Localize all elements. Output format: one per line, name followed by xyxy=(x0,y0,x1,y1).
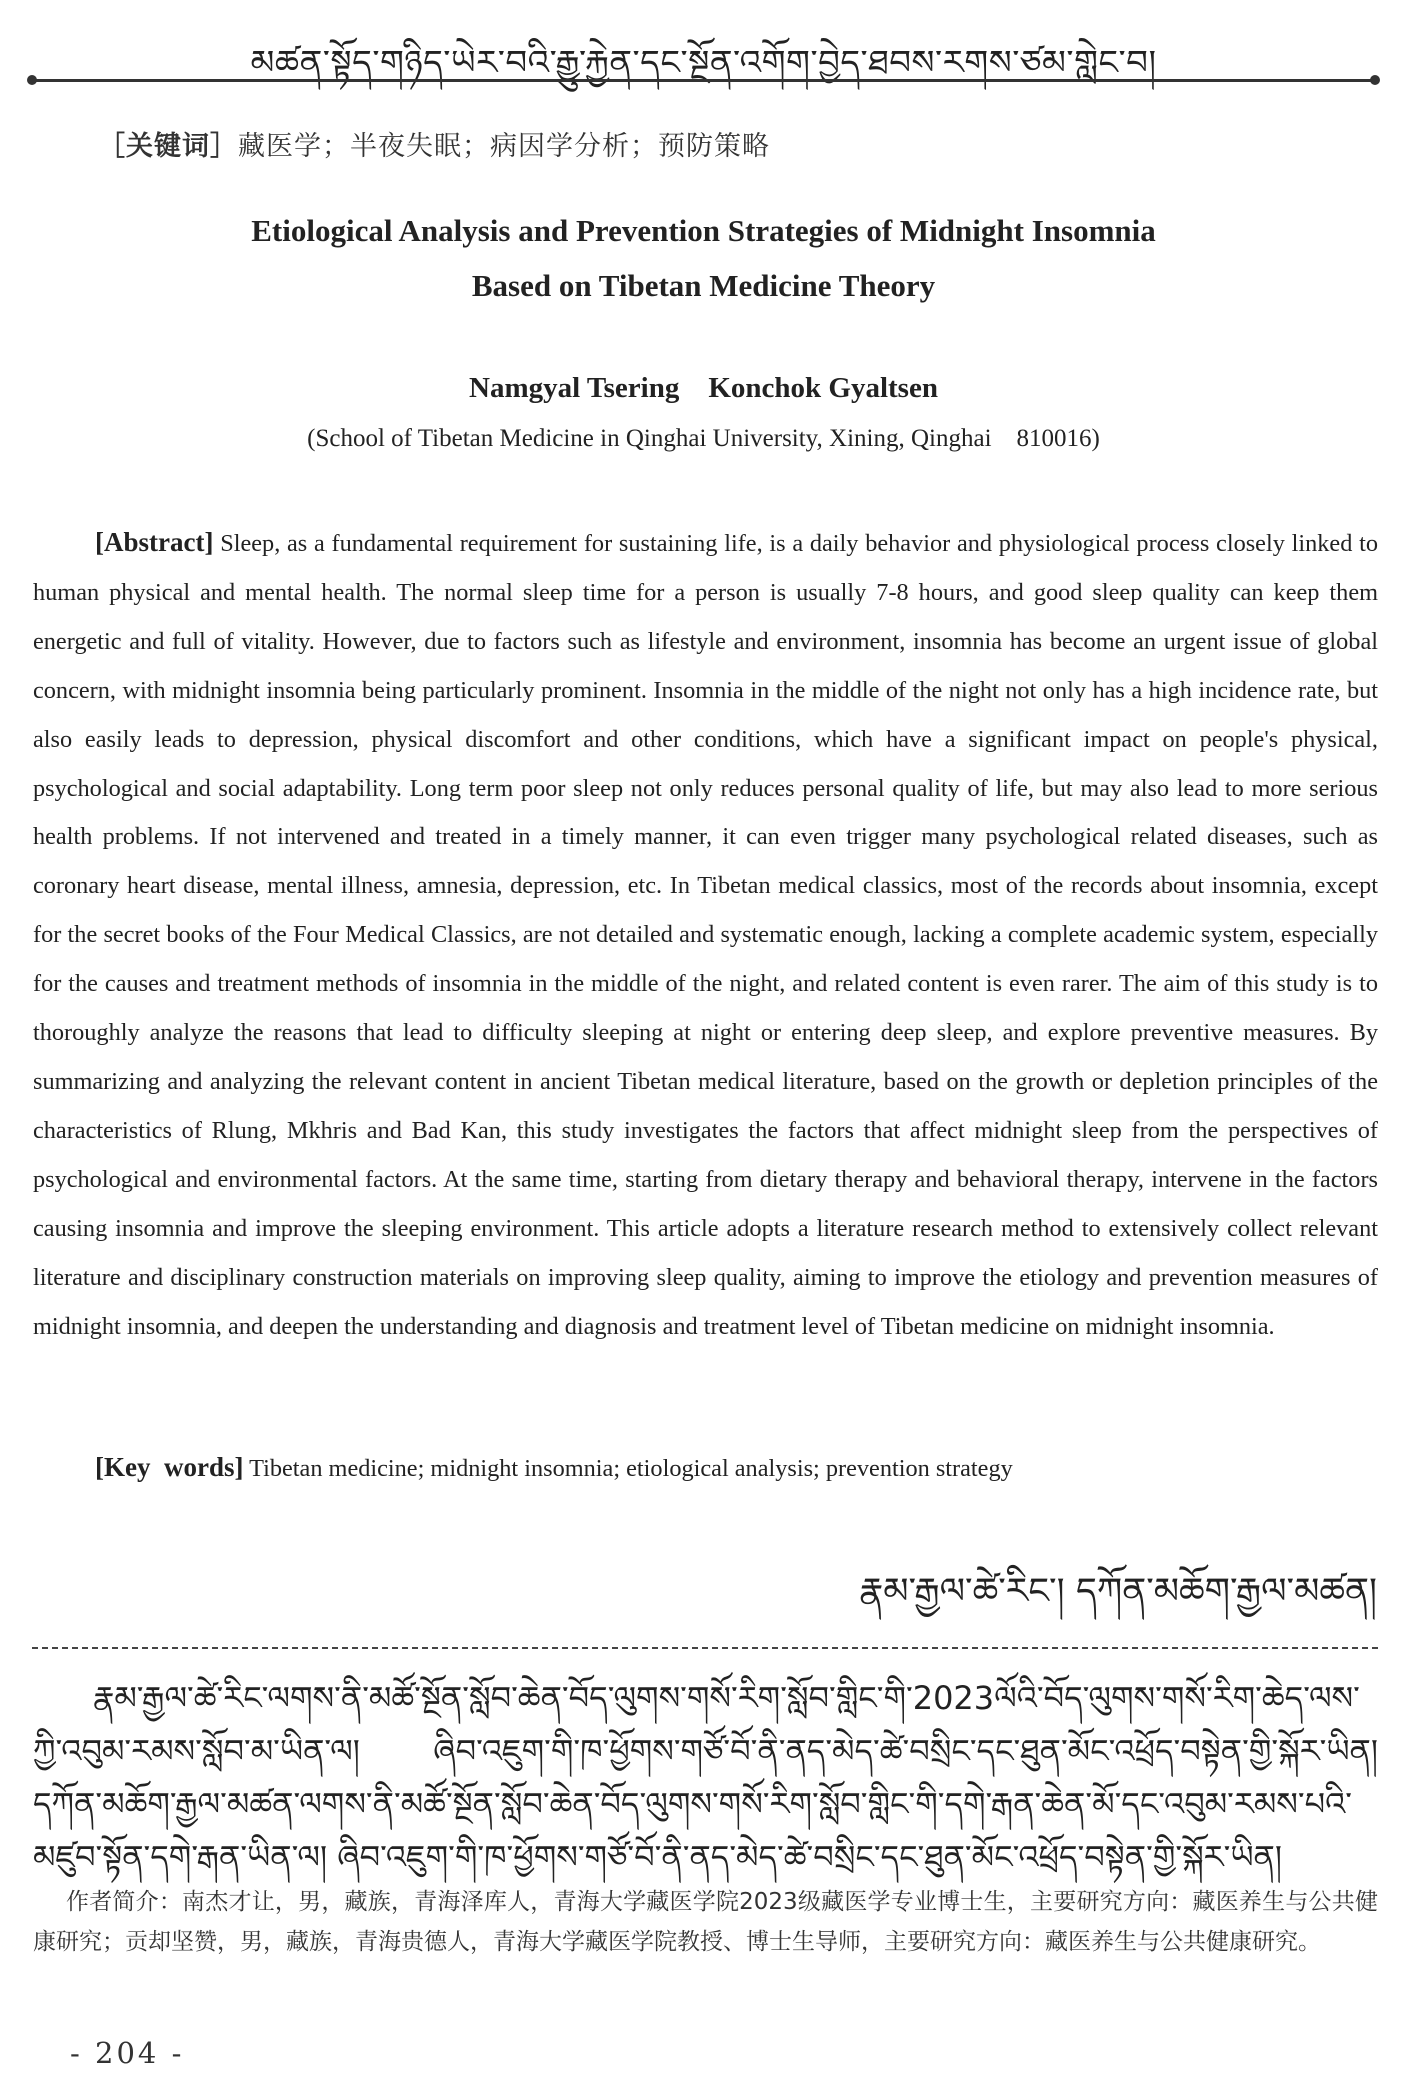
abstract-label: [Abstract] xyxy=(95,527,214,557)
cn-keywords-text: 藏医学；半夜失眠；病因学分析；预防策略 xyxy=(238,131,770,162)
footnote-divider xyxy=(32,1647,1378,1649)
cn-keywords xyxy=(98,124,770,163)
tibetan-author-names: རྣམ་རྒྱལ་ཚེ་རིང་། དཀོན་མཆོག་རྒྱལ་མཚན། xyxy=(859,1571,1377,1612)
title-line-2: Based on Tibetan Medicine Theory xyxy=(471,268,936,303)
running-header: མཚན་སྟོད་གཉིད་ཡེར་བའི་རྒྱུ་རྐྱེན་དང་སྔོན་འགོག་བྱེད་ཐབས་རགས་ཙམ་གླེང་བ། xyxy=(250,43,1157,83)
en-keywords-text: Tibetan medicine; midnight insomnia; etiological analysis; prevention strategy xyxy=(243,1455,1013,1482)
abstract-text: Sleep, as a fundamental requirement for sustaining life, is a daily behavior and physiological process closely linked to human physical and mental health. The normal sleep time for a person is usually 7-8 hours, and good sleep quality can keep them energetic and full of vitality. However, due to factors such as lifestyle and environment, insomnia has become an urgent issue of global concern, with midnight insomnia being particularly prominent. Insomnia in the middle of the night not only has a high incidence rate, but also easily leads to depression, physical discomfort and other conditions, which have a significant impact on people's physical, psychological and social adaptability. Long term poor sleep not only reduces personal quality of life, but may also lead to more serious health problems. If not intervened and treated in a timely manner, it can even trigger many psychological related diseases, such as coronary heart disease, mental illness, amnesia, depression, etc. In Tibetan medical classics, most of the records about insomnia, except for the secret books of the Four Medical Classics, are not detailed and systematic enough, lacking a complete academic system, especially for the causes and treatment methods of insomnia in the middle of the night, and related content is even rarer. The aim of this study is to thoroughly analyze the reasons that lead to difficulty sleeping at night or entering deep sleep, and explore preventive measures. By summarizing and analyzing the relevant content in ancient Tibetan medical literature, based on the growth or depletion principles of the characteristics of Rlung, Mkhris and Bad Kan, this study investigates the factors that affect midnight sleep from the perspectives of psychological and environmental factors. At the same time, starting from dietary therapy and behavioral therapy, intervene in the factors causing insomnia and improve the sleeping environment. This article adopts a literature research method to extensively collect relevant literature and disciplinary construction materials on improving sleep quality, aiming to improve the etiology and prevention measures of midnight insomnia, and deepen the understanding and diagnosis and treatment level of Tibetan medicine on midnight insomnia. xyxy=(33,530,1378,1340)
cn-keywords-label: ［关键词］ xyxy=(98,131,238,162)
cn-author-note xyxy=(33,1882,1378,1962)
authors: Namgyal Tsering Konchok Gyaltsen xyxy=(469,372,938,404)
header-rule xyxy=(32,79,1378,82)
tibetan-author-note xyxy=(33,1672,1378,1884)
abstract xyxy=(33,518,1378,1351)
en-keywords-label: [Key words] xyxy=(95,1452,244,1482)
affiliation: (School of Tibetan Medicine in Qinghai University, Xining, Qinghai 810016) xyxy=(307,425,1100,452)
tibetan-author-note-text: རྣམ་རྒྱལ་ཚེ་རིང་ལགས་ནི་མཚོ་སྔོན་སློབ་ཆེན་བོད་ལུགས་གསོ་རིག་སློབ་གླིང་གི་2023ལོའི་བོད་ལུགས་གསོ་རིག་ཆེད་ལས་ཀྱི་འབུམ་རམས་སློབ་མ་ཡིན་ལ། ཞིབ་འཇུག་གི་ཁ་ཕྱོགས་གཙོ་བོ་ནི་ནད་མེད་ཚེ་བསྲིང་དང་ཐུན་མོང་འཕྲོད་བསྟེན་གྱི་སྐོར་ཡིན། དཀོན་མཆོག་རྒྱལ་མཚན་ལགས་ནི་མཚོ་སྔོན་སློབ་ཆེན་བོད་ལུགས་གསོ་རིག་སློབ་གླིང་གི་དགེ་རྒན་ཆེན་མོ་དང་འབུམ་རམས་པའི་མཛུབ་སྟོན་དགེ་རྒན་ཡིན་ལ། ཞིབ་འཇུག་གི་ཁ་ཕྱོགས་གཙོ་བོ་ནི་ནད་མེད་ཚེ་བསྲིང་དང་ཐུན་མོང་འཕྲོད་བསྟེན་གྱི་སྐོར་ཡིན། xyxy=(33,1679,1378,1876)
cn-author-note-text: 作者简介：南杰才让，男，藏族，青海泽库人，青海大学藏医学院2023级藏医学专业博士生，主要研究方向：藏医养生与公共健康研究；贡却坚赞，男，藏族，青海贵德人，青海大学藏医学院教授、博士生导师，主要研究方向：藏医养生与公共健康研究。 xyxy=(33,1889,1378,1955)
header-rule-right-dot xyxy=(1370,75,1380,85)
title-line-1: Etiological Analysis and Prevention Strategies of Midnight Insomnia xyxy=(251,213,1156,248)
page-number: - 204 - xyxy=(70,2036,185,2070)
en-keywords xyxy=(95,1452,1013,1483)
